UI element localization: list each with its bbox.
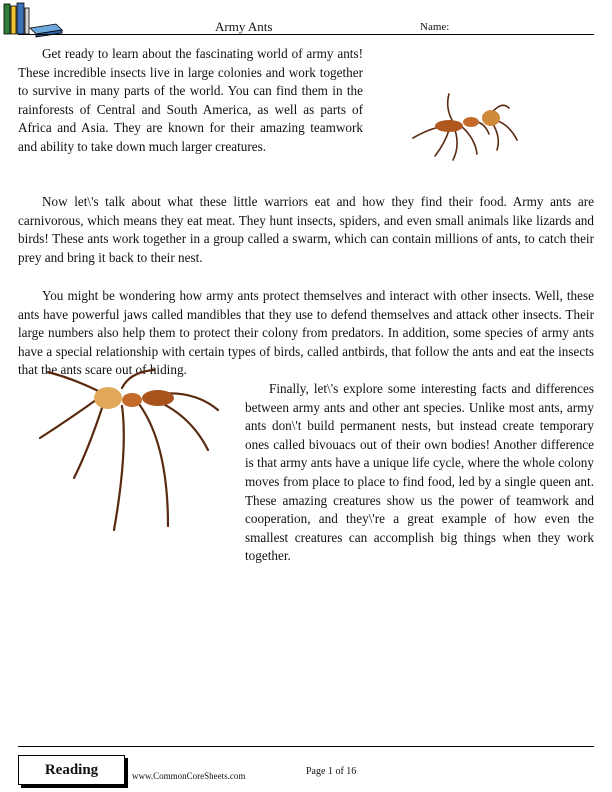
paragraph-diet: Now let\'s talk about what these little warriors eat and how they find their food. Army ants are carnivorous, which means they eat meat. They hunt insects, spiders, and even small animals like lizards and birds! These ants work together in a group called a swarm, which can contain millions of ants, to catch their prey and bring it back to their nest.	[18, 194, 594, 265]
paragraph-defense: You might be wondering how army ants protect themselves and interact with other insects. Well, these ants have powerful jaws called mandibles that they use to defend themselves and attack other insects. Their large numbers also help them to protect their colony from predators. In addition, some species of army ants have a special relationship with certain types of birds, called antbirds, that follow the ants and eat the insects that the ants scare out of hiding.	[18, 288, 594, 378]
books-logo-icon	[2, 2, 64, 38]
paragraph-facts-text: Finally, let\'s explore some interesting facts and differences between army ants and other ant species. Unlike most ants, army ants don\'t build permanent nests, but instead create temporary ones called bivouacs out of their own bodies! Another difference is that army ants have a unique life cycle, where the whole colony moves from place to place to find food, led by a single queen ant. These amazing creatures show us the power of teamwork and cooperation, and they\'re a great example of how even the smallest creatures can accomplish big things when they work together.	[245, 381, 594, 564]
worksheet-title: Army Ants	[215, 19, 273, 34]
paragraph-intro: Get ready to learn about the fascinating world of army ants! These incredible insects live in large colonies and work together to survive in many parts of the world. You can find them in the rainforests of Central and South America, as well as parts of Africa and Asia. They are known for their amazing teamwork and ability to take down much larger creatures.	[18, 46, 363, 154]
ant-image-top	[405, 88, 537, 168]
subject-badge: Reading	[18, 755, 125, 785]
name-label: Name:	[420, 21, 450, 33]
header-divider	[18, 34, 594, 35]
paragraph-facts	[18, 380, 594, 566]
site-url: www.CommonCoreSheets.com	[132, 771, 246, 781]
footer-divider	[18, 746, 594, 747]
image-float-space	[18, 380, 245, 550]
page-number: Page 1 of 16	[306, 766, 357, 777]
